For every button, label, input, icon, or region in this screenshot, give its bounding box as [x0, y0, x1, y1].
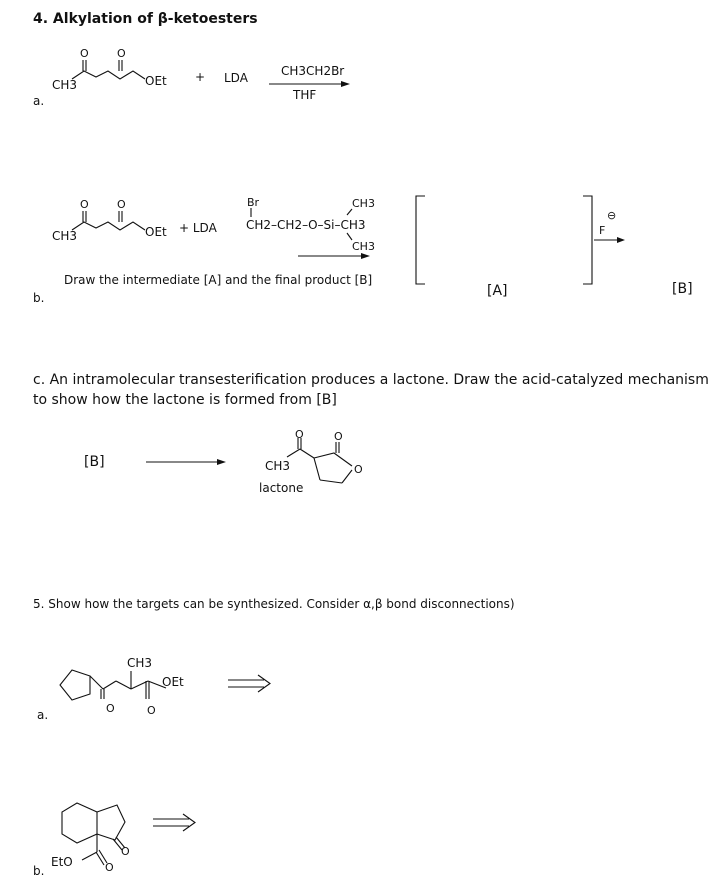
q4c-ring-oxygen: O: [354, 463, 363, 476]
q4b-oxygen-2: O: [117, 198, 126, 211]
q5a-oet-label: OEt: [162, 675, 184, 689]
q4b-instruction: Draw the intermediate [A] and the final product [B]: [64, 273, 373, 287]
q4b-silyl-chain: CH2–CH2–O–Si–CH3: [246, 218, 366, 232]
q4a-lda: LDA: [224, 71, 248, 85]
q5-heading: 5. Show how the targets can be synthesized. Consider α,β bond disconnections): [33, 597, 515, 611]
q4a-oxygen-1: O: [80, 47, 89, 60]
q5a-label: a.: [37, 708, 49, 722]
q4b-intermediate-label: [A]: [487, 283, 508, 299]
q4b-oxygen-1: O: [80, 198, 89, 211]
q4b-si-methyl-top: CH3: [352, 197, 375, 210]
q4b-fluoride-label: F: [599, 224, 606, 237]
q4b-bromine-label: Br: [247, 196, 260, 209]
q4c-text-line-1: c. An intramolecular transesterification produces a lactone. Draw the acid-catalyzed mechanism: [33, 372, 709, 388]
q4a-oet-label: OEt: [145, 74, 167, 88]
q4a-reagent-bottom: THF: [293, 88, 317, 102]
q4b-product-label: [B]: [672, 281, 693, 297]
q4b-label: b.: [33, 291, 45, 305]
q4c-start-label: [B]: [84, 454, 105, 470]
q4a-plus: +: [195, 70, 206, 84]
q5b-ketone-oxygen: O: [121, 845, 130, 858]
q4a-oxygen-2: O: [117, 47, 126, 60]
q4b-fluoride-charge: ⊖: [607, 209, 617, 222]
q4b-oet-label: OEt: [145, 225, 167, 239]
q4a-label: a.: [33, 94, 45, 108]
q4a-methyl-label: CH3: [52, 78, 78, 92]
q4c-product-label: lactone: [259, 481, 304, 495]
q4b-plus-lda: + LDA: [179, 221, 217, 235]
q4c-methyl-label: CH3: [265, 459, 291, 473]
q5b-ester-oxygen: O: [105, 861, 114, 874]
q4c-text-line-2: to show how the lactone is formed from [B]: [33, 392, 337, 408]
q4b-methyl-label: CH3: [52, 229, 78, 243]
q5a-methyl-label: CH3: [127, 656, 153, 670]
q4a-reagent-top: CH3CH2Br: [281, 64, 345, 78]
q5b-eto-label: EtO: [51, 855, 73, 869]
q4c-oxygen-2: O: [334, 430, 343, 443]
q4b-si-methyl-bottom: CH3: [352, 240, 375, 253]
q4-heading: 4. Alkylation of β-ketoesters: [33, 11, 258, 27]
q5a-oxygen-1: O: [106, 702, 115, 715]
q5a-oxygen-2: O: [147, 704, 156, 717]
q5b-label: b.: [33, 864, 45, 878]
q4c-oxygen-1: O: [295, 428, 304, 441]
